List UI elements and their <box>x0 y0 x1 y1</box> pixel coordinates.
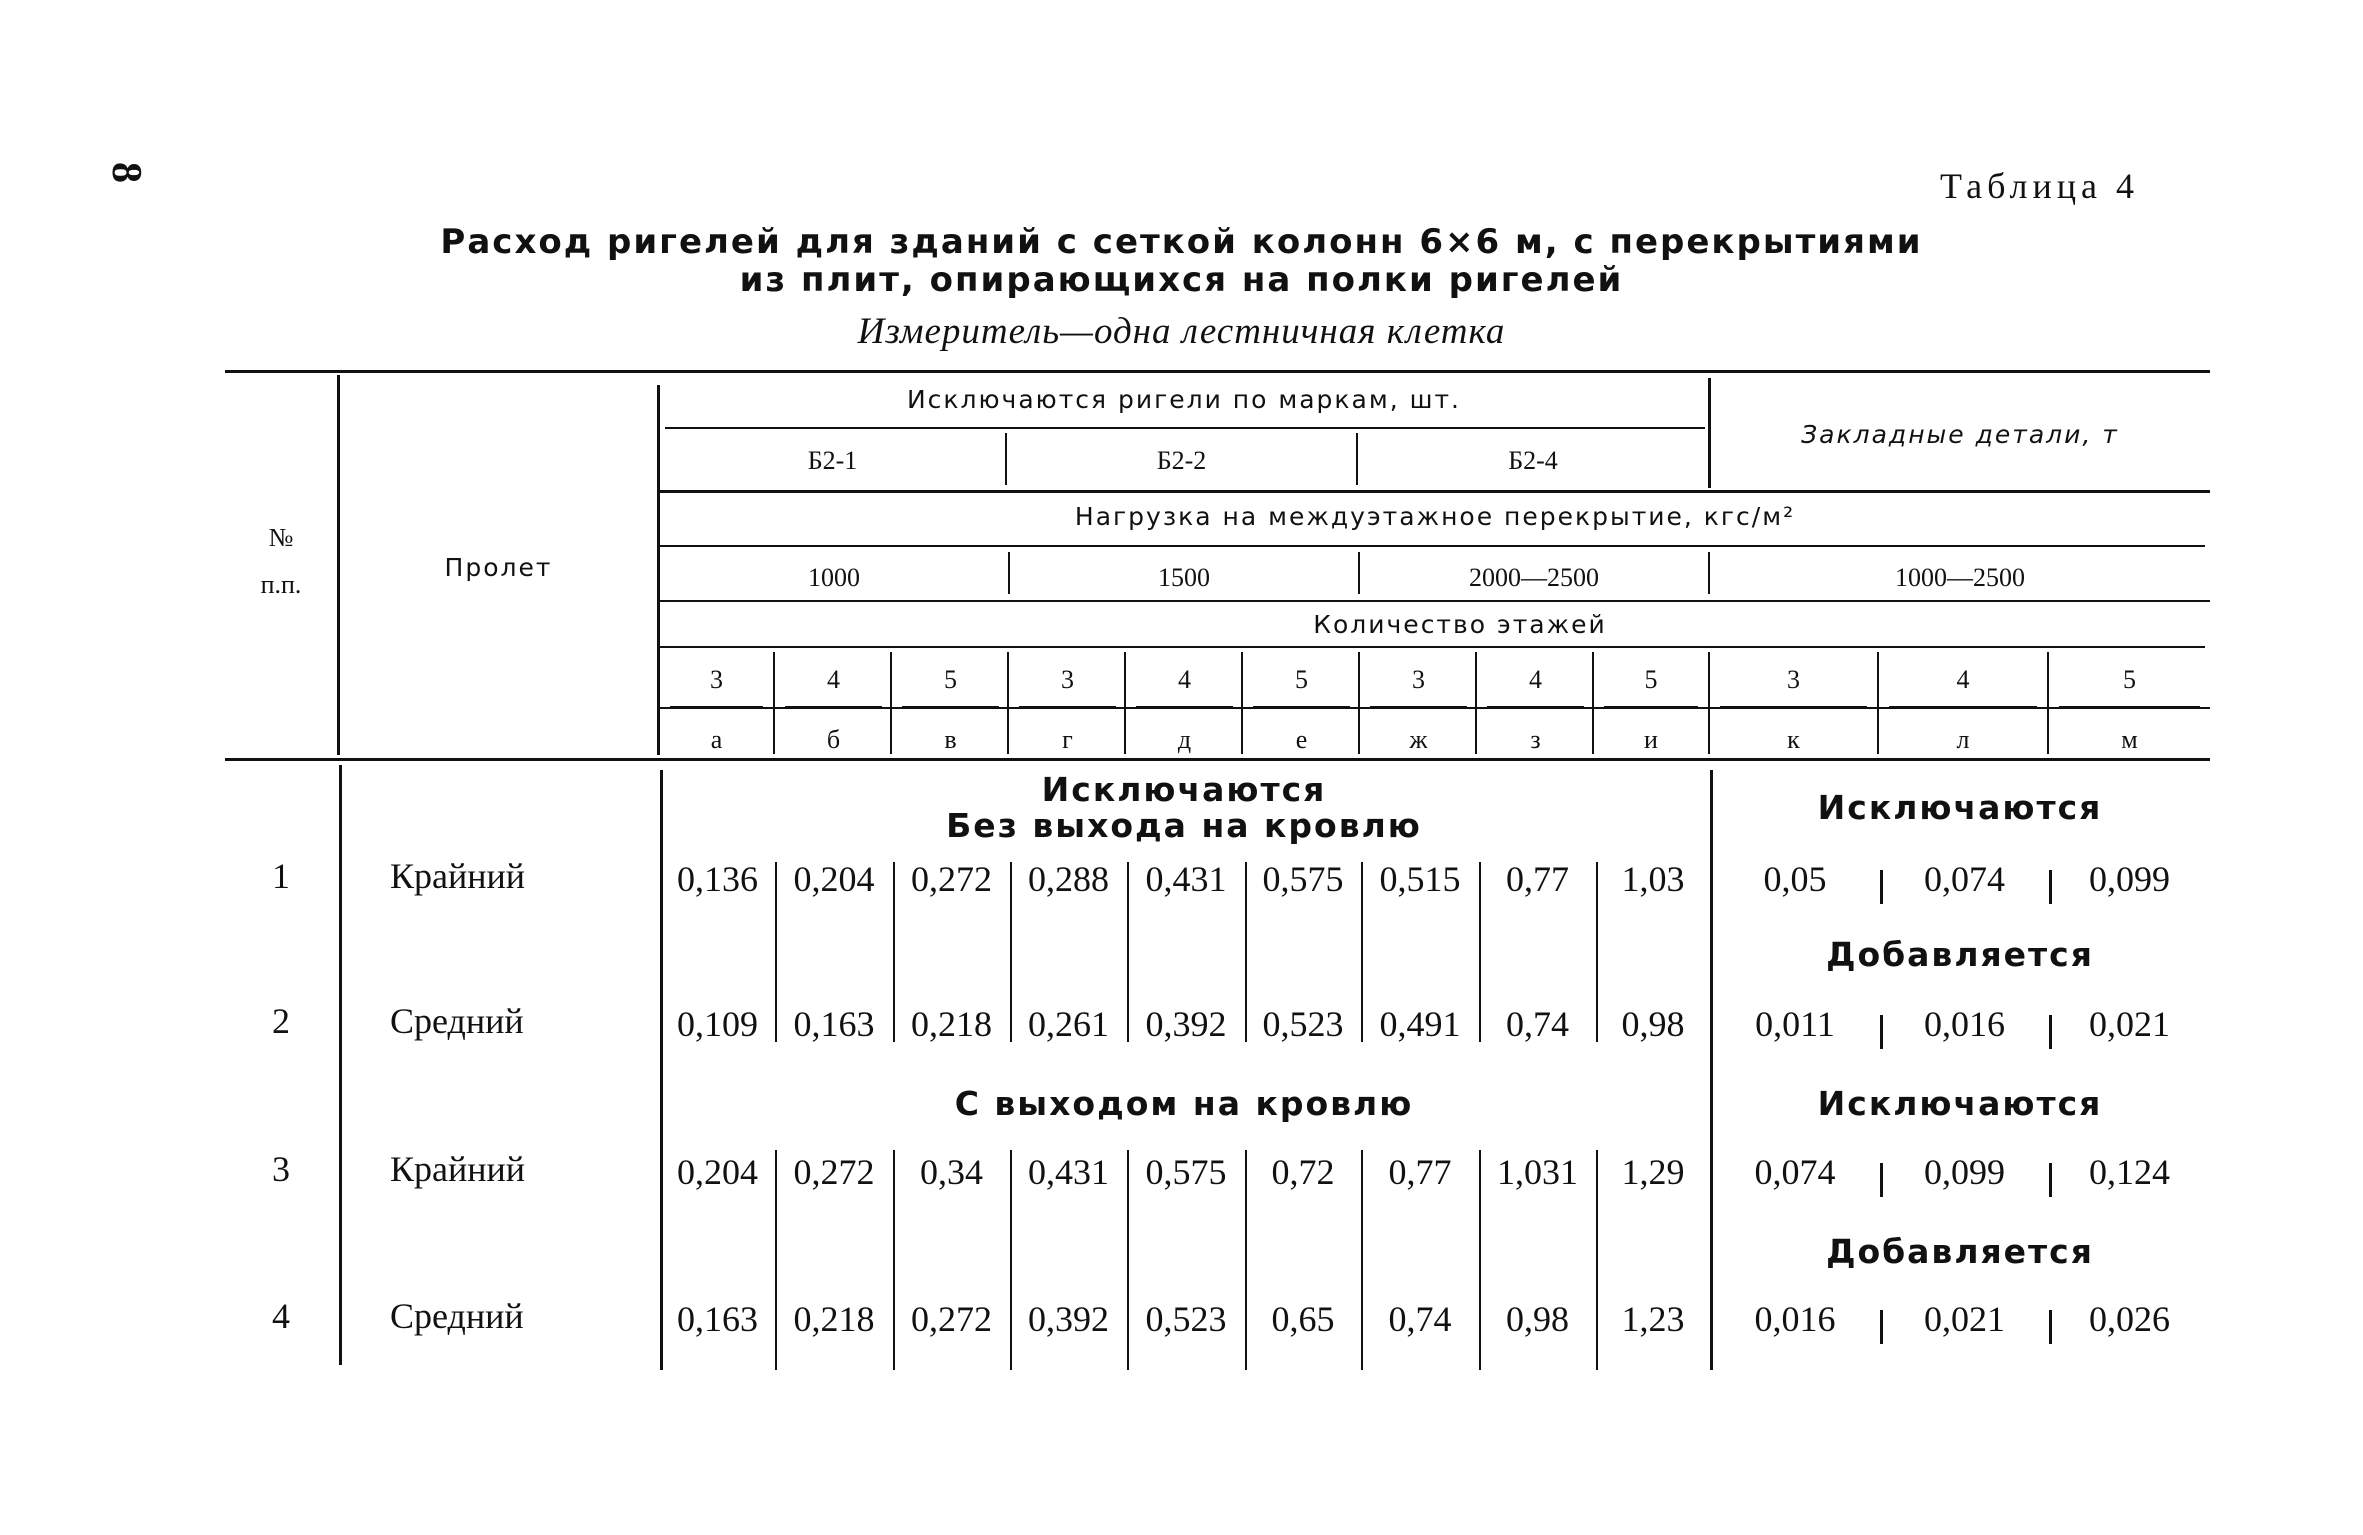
value-cell: 0,163 <box>793 1004 875 1044</box>
value-cell: 0,77 <box>1388 1152 1452 1192</box>
floor-count-cell: 4 <box>1178 665 1191 694</box>
floor-count-cell: 4 <box>1956 665 1970 694</box>
column-letter-cell: и <box>1644 725 1658 754</box>
value-cell: 0,261 <box>1028 1004 1109 1044</box>
row-span: Средний <box>390 1296 524 1336</box>
value-cell: 0,72 <box>1271 1152 1335 1192</box>
column-letter-cell: в <box>944 725 957 754</box>
column-letter-cell: м <box>2121 725 2138 754</box>
floor-count-cell: 5 <box>944 665 957 694</box>
column-letter-cell: б <box>826 725 841 754</box>
section-no-roof-exit: Без выхода на кровлю <box>946 806 1422 845</box>
value-cell: 0,523 <box>1145 1299 1227 1339</box>
value-cell: 0,204 <box>677 1152 758 1192</box>
embedded-parts-cell: 0,011 <box>1755 1004 1835 1044</box>
column-letter-cell: л <box>1956 725 1970 754</box>
floor-count-cell: 4 <box>827 665 840 694</box>
row-span: Средний <box>390 1001 524 1041</box>
value-cell: 0,431 <box>1145 859 1227 899</box>
section-added-right-1: Добавляется <box>1826 935 2094 974</box>
column-letter-cell: к <box>1787 725 1800 754</box>
value-cell: 0,272 <box>793 1152 875 1192</box>
table-title-line-2: из плит, опирающихся на полки ригелей <box>739 260 1624 300</box>
value-cell: 0,218 <box>793 1299 875 1339</box>
value-cell: 0,392 <box>1028 1299 1109 1339</box>
header-mark-b2-2: Б2-2 <box>1156 446 1207 475</box>
page-number: 8 <box>103 162 149 183</box>
row-number: 4 <box>272 1296 290 1336</box>
section-excluded-left: Исключаются <box>1041 770 1327 809</box>
value-cell: 0,98 <box>1621 1004 1685 1044</box>
embedded-parts-cell: 0,026 <box>2089 1299 2170 1339</box>
value-cell: 0,431 <box>1028 1152 1109 1192</box>
header-mark-b2-1: Б2-1 <box>807 446 858 475</box>
floor-count-cell: 5 <box>2123 665 2136 694</box>
table-label: Таблица 4 <box>1940 166 2139 206</box>
value-cell: 0,65 <box>1271 1299 1335 1339</box>
header-load-1000: 1000 <box>808 563 860 592</box>
column-letter-cell: г <box>1062 725 1073 754</box>
embedded-parts-cell: 0,05 <box>1763 859 1827 899</box>
value-cell: 0,523 <box>1262 1004 1344 1044</box>
section-excluded-right-1: Исключаются <box>1817 788 2103 827</box>
embedded-parts-cell: 0,021 <box>2089 1004 2170 1044</box>
value-cell: 0,392 <box>1145 1004 1227 1044</box>
header-no-line-1: № <box>268 523 294 552</box>
table-title-line-1: Расход ригелей для зданий с сеткой колонн 6×6 м, с перекрытиями <box>440 222 1923 262</box>
value-cell: 0,288 <box>1028 859 1109 899</box>
value-cell: 0,204 <box>793 859 875 899</box>
column-letter-cell: д <box>1177 725 1192 754</box>
header-excluded-girders: Исключаются ригели по маркам, шт. <box>906 385 1461 414</box>
header-load-2000-2500: 2000—2500 <box>1469 563 1599 592</box>
section-added-right-2: Добавляется <box>1826 1232 2094 1271</box>
row-span: Крайний <box>390 856 526 896</box>
column-letter-cell: а <box>710 725 723 754</box>
floor-count-cell: 3 <box>1061 665 1074 694</box>
value-cell: 0,136 <box>677 859 758 899</box>
embedded-parts-cell: 0,074 <box>1924 859 2005 899</box>
value-cell: 0,272 <box>911 1299 992 1339</box>
floor-count-cell: 3 <box>710 665 723 694</box>
value-cell: 0,98 <box>1506 1299 1569 1339</box>
value-cell: 0,163 <box>677 1299 758 1339</box>
floor-count-cell: 4 <box>1529 665 1542 694</box>
header-load: Нагрузка на междуэтажное перекрытие, кгс/м² <box>1074 502 1796 531</box>
header-load-1000-2500: 1000—2500 <box>1895 563 2025 592</box>
embedded-parts-cell: 0,021 <box>1924 1299 2005 1339</box>
header-floors-label: Количество этажей <box>1313 610 1607 639</box>
embedded-parts-cell: 0,099 <box>2089 859 2170 899</box>
column-letter-cell: е <box>1295 725 1308 754</box>
embedded-parts-cell: 0,124 <box>2089 1152 2170 1192</box>
header-mark-b2-4: Б2-4 <box>1508 446 1558 475</box>
section-excluded-right-2: Исключаются <box>1817 1084 2103 1123</box>
value-cell: 1,23 <box>1621 1299 1685 1339</box>
value-cell: 0,74 <box>1506 1004 1569 1044</box>
floor-count-cell: 5 <box>1295 665 1308 694</box>
value-cell: 0,109 <box>677 1004 758 1044</box>
header-load-1500: 1500 <box>1158 563 1210 592</box>
value-cell: 0,515 <box>1379 859 1461 899</box>
floor-count-cell: 5 <box>1644 665 1658 694</box>
section-with-roof-exit: С выходом на кровлю <box>954 1084 1414 1123</box>
embedded-parts-cell: 0,074 <box>1754 1152 1836 1192</box>
row-number: 1 <box>272 856 290 896</box>
row-span: Крайний <box>390 1149 526 1189</box>
floor-count-cell: 3 <box>1787 665 1800 694</box>
header-span: Пролет <box>444 553 553 582</box>
embedded-parts-cell: 0,016 <box>1924 1004 2005 1044</box>
value-cell: 0,575 <box>1145 1152 1227 1192</box>
header-embedded-parts: Закладные детали, т <box>1801 420 2119 449</box>
value-cell: 0,575 <box>1262 859 1344 899</box>
value-cell: 0,77 <box>1506 859 1569 899</box>
value-cell: 1,03 <box>1621 859 1685 899</box>
value-cell: 0,74 <box>1388 1299 1452 1339</box>
value-cell: 0,34 <box>920 1152 983 1192</box>
row-number: 3 <box>272 1149 290 1189</box>
floor-count-cell: 3 <box>1412 665 1425 694</box>
value-cell: 0,272 <box>911 859 992 899</box>
row-number: 2 <box>272 1001 290 1041</box>
value-cell: 1,031 <box>1497 1152 1578 1192</box>
table-subtitle: Измеритель—одна лестничная клетка <box>857 311 1506 352</box>
value-cell: 0,218 <box>911 1004 992 1044</box>
embedded-parts-cell: 0,099 <box>1924 1152 2005 1192</box>
embedded-parts-cell: 0,016 <box>1754 1299 1836 1339</box>
column-letter-cell: з <box>1530 725 1541 754</box>
column-letter-cell: ж <box>1409 725 1428 754</box>
value-cell: 0,491 <box>1379 1004 1461 1044</box>
header-no-line-2: п.п. <box>260 570 302 599</box>
value-cell: 1,29 <box>1621 1152 1685 1192</box>
